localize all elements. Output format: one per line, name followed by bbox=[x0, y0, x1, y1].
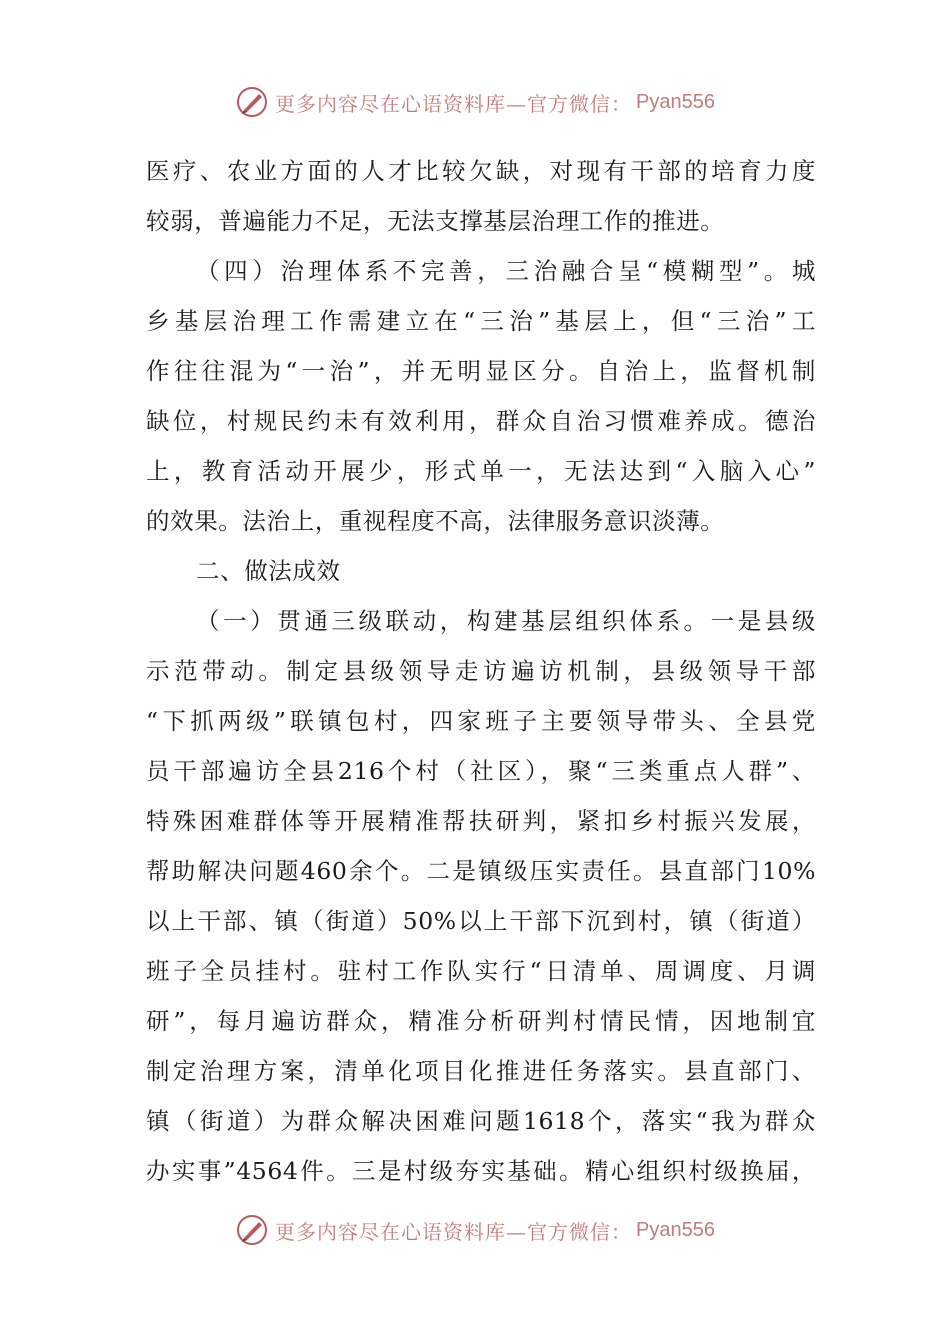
text-line: 制定治理方案，清单化项目化推进任务落实。县直部门、 bbox=[146, 1057, 816, 1085]
watermark-text: 更多内容尽在心语资料库—官方微信： bbox=[275, 91, 633, 116]
text-line: 员干部遍访全县216个村（社区），聚“三类重点人群”、 bbox=[146, 757, 816, 785]
document-body bbox=[146, 146, 816, 1196]
pen-logo-icon bbox=[235, 1213, 269, 1247]
text-line: 班子全员挂村。驻村工作队实行“日清单、周调度、月调 bbox=[146, 957, 816, 985]
text-line: 的效果。法治上，重视程度不高，法律服务意识淡薄。 bbox=[146, 507, 725, 535]
text-line: 医疗、农业方面的人才比较欠缺，对现有干部的培育力度 bbox=[146, 157, 816, 185]
text-line: 以上干部、镇（街道）50%以上干部下沉到村，镇（街道） bbox=[146, 907, 816, 935]
watermark-wechat-id: Pyan556 bbox=[636, 1218, 715, 1241]
text-line: 作往往混为“一治”，并无明显区分。自治上，监督机制 bbox=[146, 357, 816, 385]
text-line: 研”，每月遍访群众，精准分析研判村情民情，因地制宜 bbox=[146, 1007, 816, 1035]
text-line: “下抓两级”联镇包村，四家班子主要领导带头、全县党 bbox=[146, 707, 816, 735]
text-line: 帮助解决问题460余个。二是镇级压实责任。县直部门10% bbox=[146, 857, 816, 885]
section-heading-line: （一）贯通三级联动，构建基层组织体系。一是县级 bbox=[196, 607, 816, 635]
text-line: 镇（街道）为群众解决困难问题1618个，落实“我为群众 bbox=[146, 1107, 816, 1135]
watermark-text: 更多内容尽在心语资料库—官方微信： bbox=[275, 1219, 633, 1244]
text-line: 示范带动。制定县级领导走访遍访机制，县级领导干部 bbox=[146, 657, 816, 685]
chapter-heading: 二、做法成效 bbox=[196, 557, 341, 585]
text-line: 上，教育活动开展少，形式单一，无法达到“入脑入心” bbox=[146, 457, 816, 485]
watermark-wechat-id: Pyan556 bbox=[636, 90, 715, 113]
text-line: 乡基层治理工作需建立在“三治”基层上，但“三治”工 bbox=[146, 307, 816, 335]
section-heading-line: （四）治理体系不完善，三治融合呈“模糊型”。城 bbox=[196, 257, 816, 285]
pen-logo-icon bbox=[235, 85, 269, 119]
text-line: 缺位，村规民约未有效利用，群众自治习惯难养成。德治 bbox=[146, 407, 816, 435]
header-watermark bbox=[0, 82, 950, 122]
text-line: 较弱，普遍能力不足，无法支撑基层治理工作的推进。 bbox=[146, 207, 725, 235]
text-line: 特殊困难群体等开展精准帮扶研判，紧扣乡村振兴发展， bbox=[146, 807, 816, 835]
footer-watermark bbox=[0, 1210, 950, 1250]
text-line: 办实事”4564件。三是村级夯实基础。精心组织村级换届， bbox=[146, 1157, 816, 1185]
